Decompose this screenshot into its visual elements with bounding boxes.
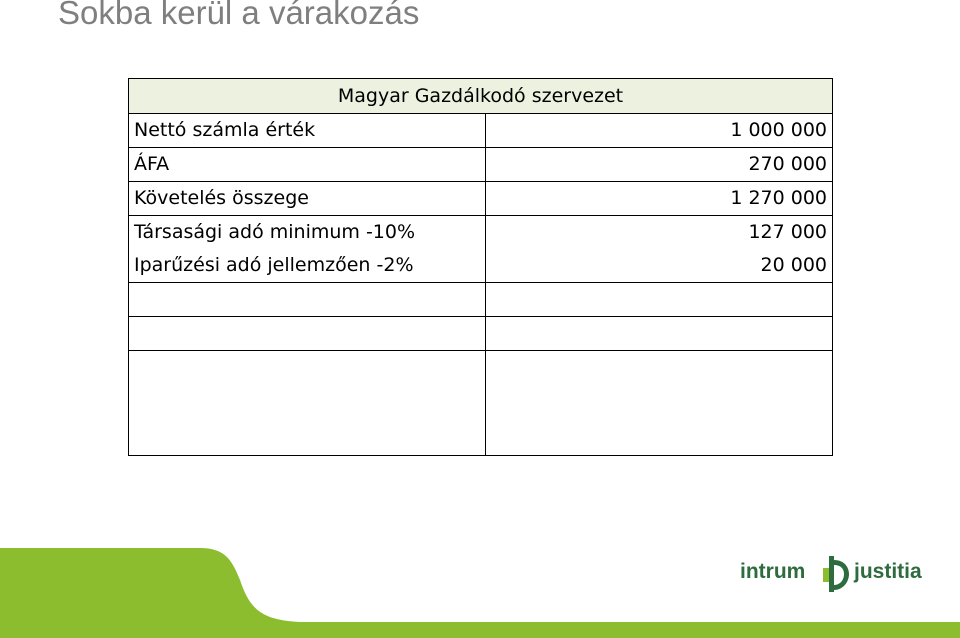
- table-header-cell: [129, 79, 833, 114]
- empty-row: [129, 283, 833, 317]
- row-value: 1 270 000: [486, 182, 833, 216]
- row-value: 127 000: [486, 216, 833, 250]
- row-label: ÁFA: [129, 148, 486, 182]
- table-row: [129, 148, 833, 182]
- row-value: 270 000: [486, 148, 833, 182]
- table-row: [129, 249, 833, 283]
- table-header-label: Magyar Gazdálkodó szervezet: [337, 84, 624, 107]
- row-label: Társasági adó minimum -10%: [129, 216, 486, 250]
- financial-table: [128, 78, 833, 456]
- row-value: 1 000 000: [486, 114, 833, 148]
- empty-row: [129, 317, 833, 351]
- empty-cell: [129, 283, 486, 317]
- table-row: [129, 216, 833, 250]
- empty-cell: [486, 317, 833, 351]
- row-label: Nettó számla érték: [129, 114, 486, 148]
- row-label: Iparűzési adó jellemzően -2%: [129, 249, 486, 283]
- logo-mark-icon: [815, 554, 853, 594]
- logo-word-left: intrum: [740, 560, 806, 583]
- empty-cell: [486, 283, 833, 317]
- empty-row: [129, 351, 833, 456]
- table-row: [129, 114, 833, 148]
- row-value: 20 000: [486, 249, 833, 283]
- logo-word-right: justitia: [854, 560, 922, 583]
- slide-title: Sokba kerül a várakozás: [58, 0, 420, 31]
- table-row: [129, 182, 833, 216]
- empty-cell: [129, 351, 486, 456]
- intrum-justitia-logo: [740, 552, 930, 598]
- table-header-row: [129, 79, 833, 114]
- empty-cell: [129, 317, 486, 351]
- row-label: Követelés összege: [129, 182, 486, 216]
- empty-cell: [486, 351, 833, 456]
